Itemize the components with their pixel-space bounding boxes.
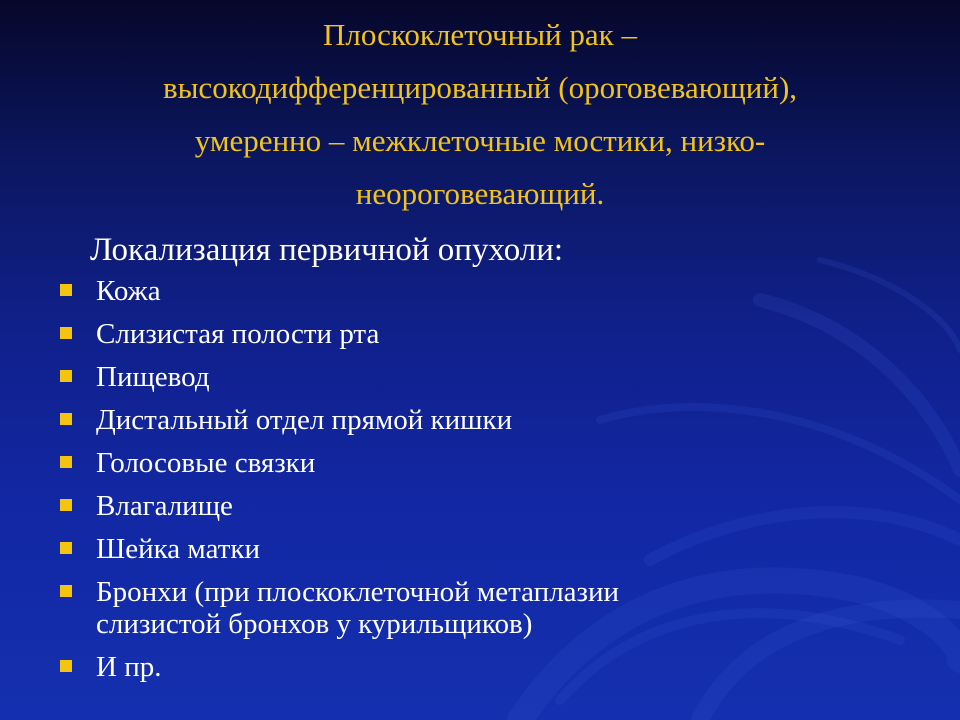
list-item-text: Пищевод [96,361,210,393]
list-item [0,404,619,436]
section-heading: Локализация первичной опухоли: [90,232,564,268]
square-bullet-icon [60,660,72,672]
list-item-text: Бронхи (при плоскоклеточной метаплазии [96,576,620,608]
square-bullet-icon [60,585,72,597]
list-item-text: Шейка матки [96,533,260,565]
list-item-text: Слизистая полости рта [96,318,380,350]
title-line: высокодифференцированный (ороговевающий), [162,70,798,105]
list-item [0,275,619,307]
slide-title [20,8,940,220]
list-item [0,576,619,640]
list-item [0,318,619,350]
title-line: Плоскоклеточный рак – [323,17,637,52]
bullet-list [0,275,619,694]
square-bullet-icon [60,284,72,296]
list-item-text: Дистальный отдел прямой кишки [96,404,513,436]
square-bullet-icon [60,413,72,425]
list-item [0,533,619,565]
list-item [0,447,619,479]
list-item-text: Влагалище [96,490,233,522]
list-item [0,490,619,522]
list-item-text: Кожа [96,275,161,307]
list-item-text-continuation: слизистой бронхов у курильщиков) [96,608,533,640]
title-line: неороговевающий. [355,176,605,211]
list-item [0,361,619,393]
title-line: умеренно – межклеточные мостики, низко- [194,123,766,158]
square-bullet-icon [60,499,72,511]
list-item [0,651,619,683]
square-bullet-icon [60,327,72,339]
list-item-text: Голосовые связки [96,447,316,479]
square-bullet-icon [60,370,72,382]
square-bullet-icon [60,456,72,468]
square-bullet-icon [60,542,72,554]
list-item-text: И пр. [96,651,162,683]
